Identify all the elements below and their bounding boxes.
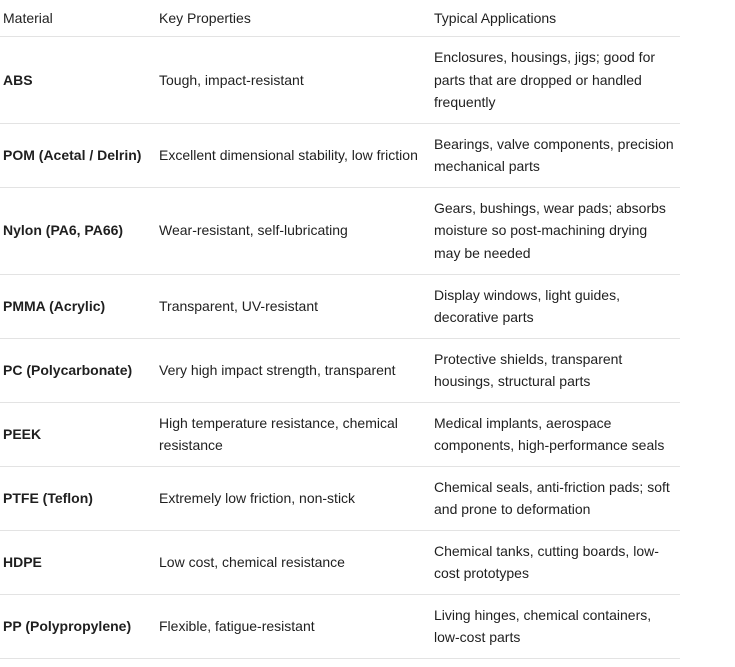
applications-cell: Chemical seals, anti-friction pads; soft and prone to deformation — [431, 466, 680, 530]
applications-cell: Gears, bushings, wear pads; absorbs moisture so post-machining drying may be needed — [431, 187, 680, 274]
properties-cell: High temperature resistance, chemical resistance — [156, 402, 431, 466]
applications-cell: Display windows, light guides, decorative parts — [431, 274, 680, 338]
applications-cell: Living hinges, chemical containers, low-cost parts — [431, 594, 680, 658]
table-row — [0, 187, 680, 274]
material-cell: Nylon (PA6, PA66) — [0, 187, 156, 274]
properties-cell: Transparent, UV-resistant — [156, 274, 431, 338]
applications-cell: Medical implants, aerospace components, high-performance seals — [431, 402, 680, 466]
applications-cell: Chemical tanks, cutting boards, low-cost prototypes — [431, 530, 680, 594]
header-material: Material — [0, 0, 156, 37]
table-row — [0, 594, 680, 658]
table-row — [0, 274, 680, 338]
material-cell: PMMA (Acrylic) — [0, 274, 156, 338]
table-row — [0, 338, 680, 402]
header-key-properties: Key Properties — [156, 0, 431, 37]
material-cell: ABS — [0, 37, 156, 124]
properties-cell: Low cost, chemical resistance — [156, 530, 431, 594]
material-cell: PC (Polycarbonate) — [0, 338, 156, 402]
properties-cell: Tough, impact-resistant — [156, 37, 431, 124]
header-typical-applications: Typical Applications — [431, 0, 680, 37]
applications-cell: Bearings, valve components, precision mechanical parts — [431, 123, 680, 187]
table-row — [0, 37, 680, 124]
properties-cell: Extremely low friction, non-stick — [156, 466, 431, 530]
applications-cell: Enclosures, housings, jigs; good for parts that are dropped or handled frequently — [431, 37, 680, 124]
table-row — [0, 123, 680, 187]
material-cell: PP (Polypropylene) — [0, 594, 156, 658]
header-row — [0, 0, 680, 37]
table-row — [0, 466, 680, 530]
table-row — [0, 530, 680, 594]
properties-cell: Wear-resistant, self-lubricating — [156, 187, 431, 274]
applications-cell: Protective shields, transparent housings, structural parts — [431, 338, 680, 402]
properties-cell: Excellent dimensional stability, low friction — [156, 123, 431, 187]
properties-cell: Flexible, fatigue-resistant — [156, 594, 431, 658]
material-cell: PEEK — [0, 402, 156, 466]
material-cell: POM (Acetal / Delrin) — [0, 123, 156, 187]
properties-cell: Very high impact strength, transparent — [156, 338, 431, 402]
material-cell: HDPE — [0, 530, 156, 594]
material-cell: PTFE (Teflon) — [0, 466, 156, 530]
table-row — [0, 402, 680, 466]
